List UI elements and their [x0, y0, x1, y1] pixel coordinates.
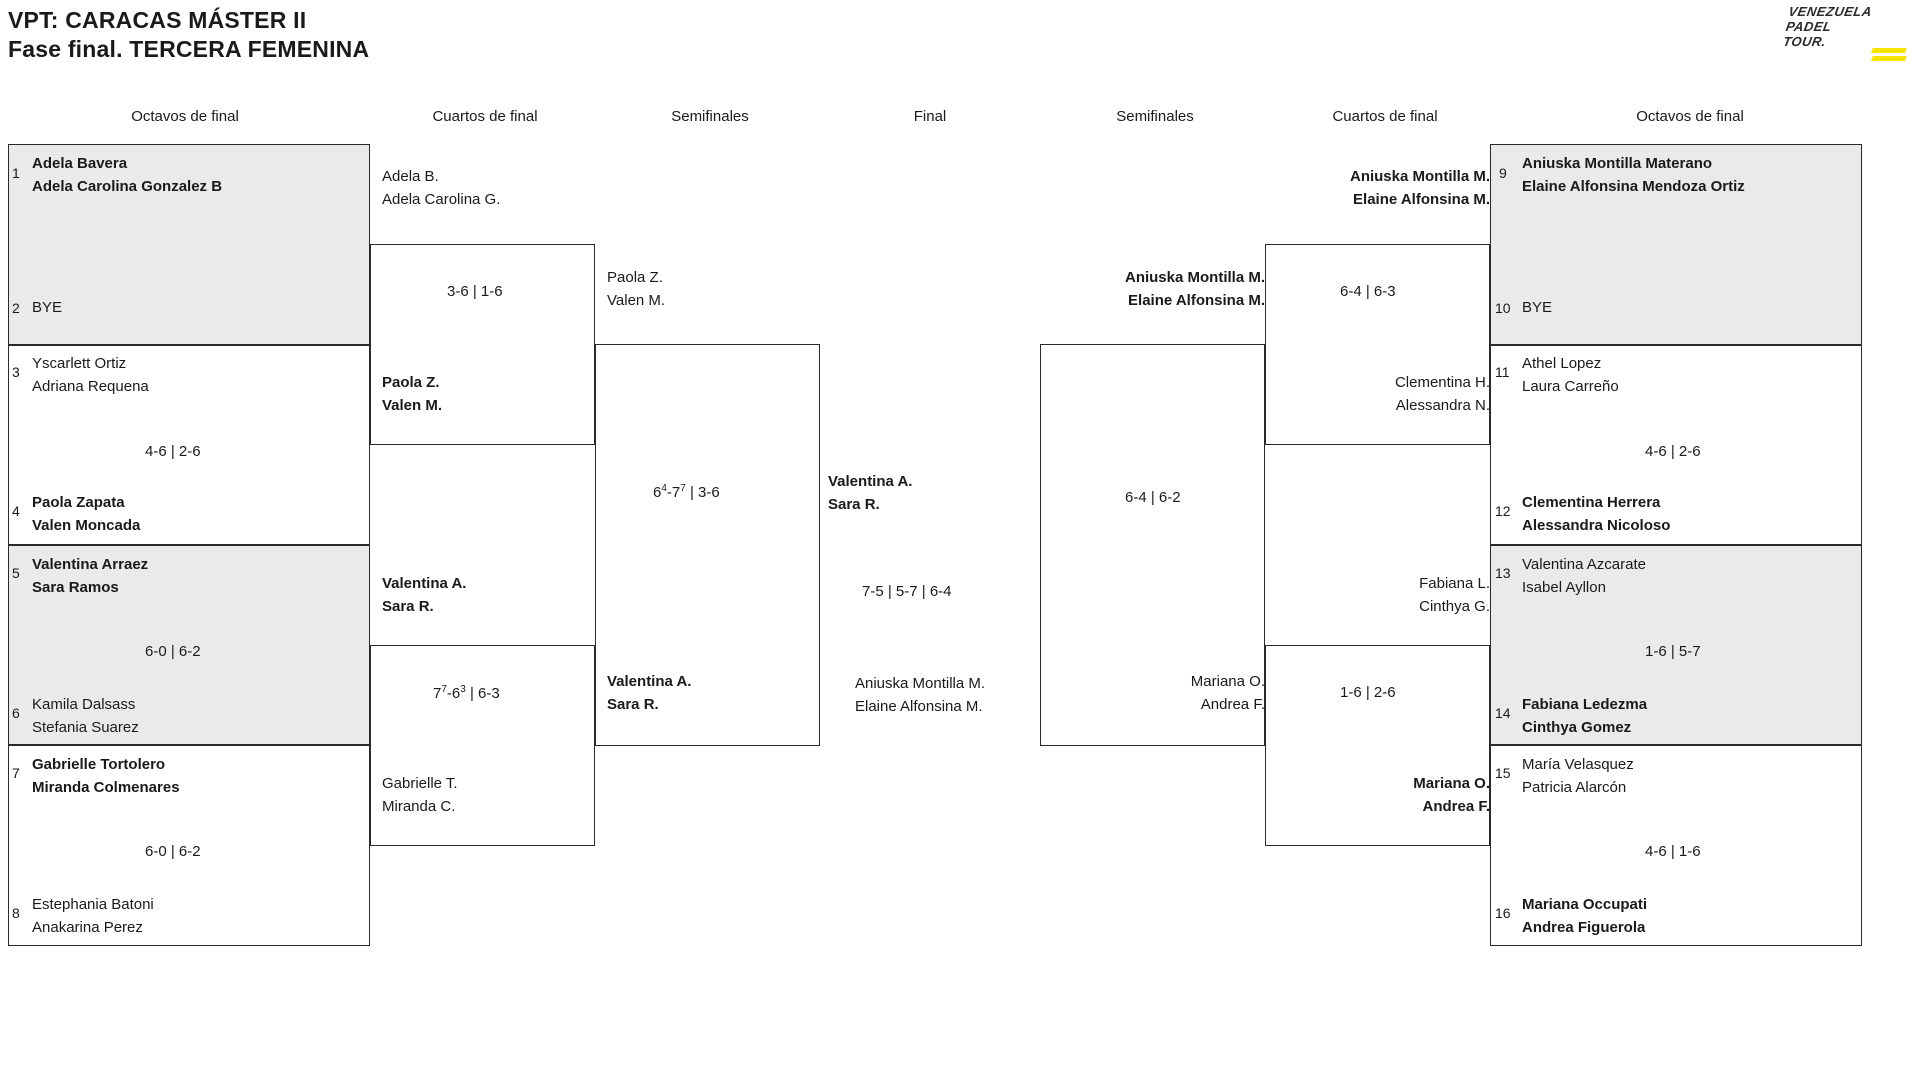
- tournament-title: VPT: CARACAS MÁSTER II: [8, 7, 307, 33]
- seed-15: 15: [1495, 765, 1511, 781]
- score-r-qf-2: 1-6 | 2-6: [1340, 684, 1396, 701]
- round-title-right-sf: Semifinales: [1116, 108, 1194, 125]
- team-r-15: María Velasquez Patricia Alarcón: [1522, 756, 1634, 796]
- team-l-5: Valentina Arraez Sara Ramos: [32, 556, 149, 596]
- team-l-6: Kamila Dalsass Stefania Suarez: [32, 696, 139, 736]
- round-title-final: Final: [913, 108, 947, 125]
- team-r-qf-d: Mariana O. Andrea F.: [1413, 775, 1490, 815]
- team-r-11: Athel Lopez Laura Carreño: [1522, 355, 1619, 395]
- seed-3: 3: [12, 364, 20, 380]
- team-final-winner: Valentina A. Sara R.: [828, 473, 913, 513]
- team-r-9: Aniuska Montilla Materano Elaine Alfonsina Mendoza Ortiz: [1522, 155, 1745, 195]
- score-l-r16-4: 6-0 | 6-2: [145, 843, 201, 860]
- logo-accent-bars: [1872, 48, 1906, 64]
- team-r-qf-a: Aniuska Montilla M. Elaine Alfonsina M.: [1349, 168, 1490, 208]
- seed-2: 2: [12, 300, 20, 316]
- logo-line-3: TOUR.: [1782, 34, 1828, 49]
- team-l-1: Adela Bavera Adela Carolina Gonzalez B: [32, 155, 223, 195]
- page-title: [8, 6, 369, 64]
- score-l-qf-1: 3-6 | 1-6: [447, 283, 503, 300]
- team-r-qf-b: Clementina H. Alessandra N.: [1394, 374, 1490, 414]
- tournament-subtitle: Fase final. TERCERA FEMENINA: [8, 36, 370, 62]
- seed-7: 7: [12, 765, 20, 781]
- seed-1: 1: [12, 165, 20, 181]
- score-r-r16-3: 1-6 | 5-7: [1645, 643, 1701, 660]
- seed-8: 8: [12, 905, 20, 921]
- team-r-qf-c: Fabiana L. Cinthya G.: [1419, 575, 1490, 615]
- team-l-2: BYE: [32, 299, 63, 316]
- team-l-qf-c: Valentina A. Sara R.: [382, 575, 467, 615]
- team-r-16: Mariana Occupati Andrea Figuerola: [1522, 896, 1648, 936]
- seed-9: 9: [1499, 165, 1507, 181]
- team-r-sf-a: Aniuska Montilla M. Elaine Alfonsina M.: [1124, 269, 1265, 309]
- team-l-qf-a: Adela B. Adela Carolina G.: [382, 168, 501, 208]
- score-r-r16-2: 4-6 | 2-6: [1645, 443, 1701, 460]
- team-r-14: Fabiana Ledezma Cinthya Gomez: [1522, 696, 1648, 736]
- team-l-4: Paola Zapata Valen Moncada: [32, 494, 141, 534]
- score-l-r16-2: 4-6 | 2-6: [145, 443, 201, 460]
- team-r-13: Valentina Azcarate Isabel Ayllon: [1522, 556, 1646, 596]
- seed-4: 4: [12, 503, 20, 519]
- team-l-8: Estephania Batoni Anakarina Perez: [32, 896, 154, 936]
- logo-line-2: PADEL: [1784, 19, 1833, 34]
- team-r-12: Clementina Herrera Alessandra Nicoloso: [1522, 494, 1671, 534]
- score-l-r16-3: 6-0 | 6-2: [145, 643, 201, 660]
- score-l-qf-2: $7^7-6^3$ | 6-3: [433, 684, 500, 702]
- score-r-qf-1: 6-4 | 6-3: [1340, 283, 1396, 300]
- score-r-sf: 6-4 | 6-2: [1125, 489, 1181, 506]
- team-l-sf-a: Paola Z. Valen M.: [607, 269, 666, 309]
- round-title-left-sf: Semifinales: [671, 108, 749, 125]
- round-title-left-qf: Cuartos de final: [432, 108, 538, 125]
- round-title-left-r16: Octavos de final: [131, 108, 239, 125]
- score-l-sf: $6^4-7^7$ | 3-6: [653, 483, 720, 501]
- seed-13: 13: [1495, 565, 1511, 581]
- score-final: 7-5 | 5-7 | 6-4: [862, 583, 952, 600]
- seed-6: 6: [12, 705, 20, 721]
- venezuela-padel-tour-logo: [1782, 4, 1906, 66]
- seed-16: 16: [1495, 905, 1511, 921]
- team-l-sf-b: Valentina A. Sara R.: [607, 673, 692, 713]
- seed-10: 10: [1495, 300, 1511, 316]
- seed-5: 5: [12, 565, 20, 581]
- team-l-3: Yscarlett Ortiz Adriana Requena: [32, 355, 149, 395]
- team-l-qf-d: Gabrielle T. Miranda C.: [382, 775, 458, 815]
- round-title-right-qf: Cuartos de final: [1332, 108, 1438, 125]
- team-final-runnerup: Aniuska Montilla M. Elaine Alfonsina M.: [855, 675, 986, 715]
- seed-14: 14: [1495, 705, 1511, 721]
- score-r-r16-4: 4-6 | 1-6: [1645, 843, 1701, 860]
- team-l-qf-b: Paola Z. Valen M.: [382, 374, 443, 414]
- round-title-right-r16: Octavos de final: [1636, 108, 1744, 125]
- team-r-10: BYE: [1522, 299, 1553, 316]
- logo-line-1: VENEZUELA: [1787, 4, 1874, 19]
- team-r-sf-b: Mariana O. Andrea F.: [1190, 673, 1265, 713]
- seed-12: 12: [1495, 503, 1511, 519]
- team-l-7: Gabrielle Tortolero Miranda Colmenares: [32, 756, 180, 796]
- seed-11: 11: [1495, 364, 1510, 380]
